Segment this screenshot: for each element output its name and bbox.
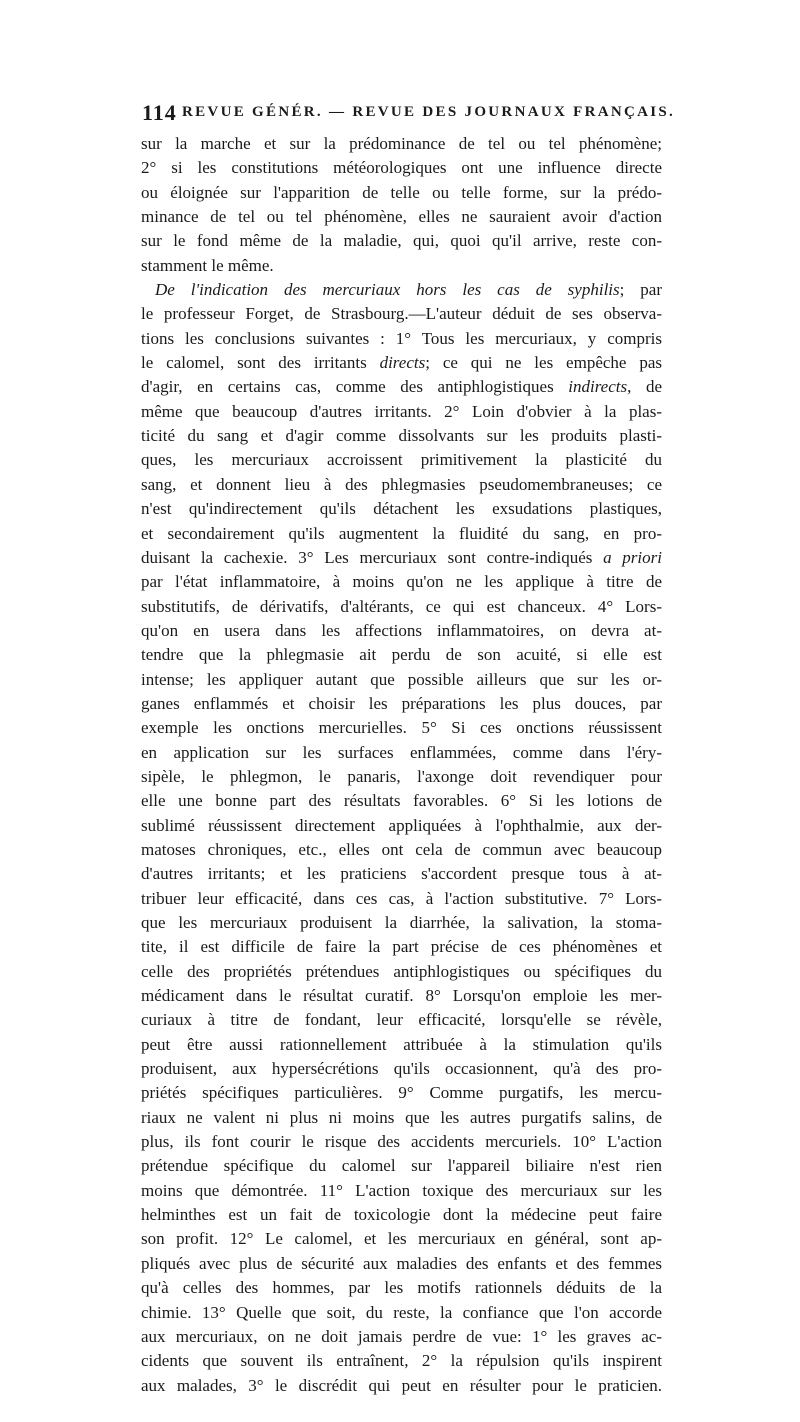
text-line: aux mercuriaux, on ne doit jamais perdre de vue: 1° les graves ac- (141, 1326, 662, 1346)
italic-term: a priori (603, 547, 662, 567)
italic-term: directs (379, 353, 426, 373)
text-line: sublimé réussissent directement appliquées à l'ophthalmie, aux der- (141, 815, 662, 835)
text-line: sur la marche et sur la prédominance de tel ou tel phénomène; (141, 134, 662, 153)
page-number: 114 (142, 100, 177, 125)
text-line: tite, il est difficile de faire la part précise de ces phénomènes et (141, 937, 662, 957)
text-line: elle une bonne part des résultats favorables. 6° Si les lotions de (141, 791, 662, 811)
running-title: REVUE GÉNÉR. — REVUE DES JOURNAUX FRANÇAIS. (182, 104, 676, 120)
text-line: 2° si les constitutions météorologiques ont une influence directe (141, 158, 662, 178)
text-line: d'autres irritants; et les praticiens s'accordent presque tous à at- (141, 864, 662, 884)
text-line: ganes enflammés et choisir les préparations les plus douces, par (141, 693, 662, 713)
text-line: plus, ils font courir le risque des accidents mercuriels. 10° L'action (141, 1132, 662, 1152)
text-line: exemple les onctions mercurielles. 5° Si ces onctions réussissent (141, 718, 662, 738)
text-line: n'est qu'indirectement qu'ils détachent les exsudations plastiques, (141, 499, 662, 519)
text-line: aux malades, 3° le discrédit qui peut en résulter pour le praticien. (141, 1375, 662, 1395)
text-line: par l'état inflammatoire, à moins qu'on ne les applique à titre de (141, 572, 662, 592)
text-line (141, 351, 662, 375)
text-line: peut être aussi rationnellement attribuée à la stimulation qu'ils (141, 1034, 662, 1054)
article-heading-line (141, 278, 662, 302)
text-line: pliqués avec plus de sécurité aux maladies des enfants et des femmes (141, 1253, 662, 1273)
text-line: helminthes est un fait de toxicologie dont la médecine peut faire (141, 1205, 662, 1225)
text-fragment: ; par (619, 280, 662, 300)
text-line: intense; les appliquer autant que possible ailleurs que sur les or- (141, 669, 662, 689)
text-line: riaux ne valent ni plus ni moins que les autres purgatifs salins, de (141, 1107, 662, 1127)
text-line: ques, les mercuriaux accroissent primitivement la plasticité du (141, 450, 662, 470)
text-line: chimie. 13° Quelle que soit, du reste, la confiance que l'on accorde (141, 1302, 662, 1322)
text-line: minance de tel ou tel phénomène, elles ne sauraient avoir d'action (141, 207, 662, 227)
italic-term: indirects (568, 377, 628, 397)
text-line: qu'à celles des hommes, par les motifs rationnels déduits de la (141, 1278, 662, 1298)
text-line (141, 375, 662, 399)
text-line: le professeur Forget, de Strasbourg.—L'auteur déduit de ses observa- (141, 304, 662, 324)
text-fragment: duisant la cachexie. 3° Les mercuriaux sont contre-indiqués (141, 547, 604, 567)
page-header (142, 100, 676, 130)
text-line: stamment le même. (141, 255, 274, 275)
text-line: cidents que souvent ils entraînent, 2° la répulsion qu'ils inspirent (141, 1351, 662, 1371)
text-line: sur le fond même de la maladie, qui, quoi qu'il arrive, reste con- (141, 231, 662, 251)
text-fragment: le calomel, sont des irritants (141, 353, 380, 373)
text-line: médicament dans le résultat curatif. 8° Lorsqu'on emploie les mer- (141, 986, 662, 1006)
text-line: même que beaucoup d'autres irritants. 2° Loin d'obvier à la plas- (141, 401, 662, 421)
article-title: De l'indication des mercuriaux hors les cas de syphilis (155, 280, 620, 300)
text-line: matoses chroniques, etc., elles ont cela de commun avec beaucoup (141, 839, 662, 859)
text-line: substitutifs, de dérivatifs, d'altérants, ce qui est chanceux. 4° Lors- (141, 596, 662, 616)
text-fragment: d'agir, en certains cas, comme des antiphlogistiques (141, 377, 569, 397)
text-line (141, 546, 662, 570)
text-fragment: ; ce qui ne les empêche pas (425, 353, 662, 373)
text-line: ticité du sang et d'agir comme dissolvants sur les produits plasti- (141, 426, 662, 446)
text-line: et secondairement qu'ils augmentent la fluidité du sang, en pro- (141, 523, 662, 543)
text-line: sipèle, le phlegmon, le panaris, l'axonge doit revendiquer pour (141, 766, 662, 786)
text-line: tribuer leur efficacité, dans ces cas, à l'action substitutive. 7° Lors- (141, 888, 662, 908)
text-line: sang, et donnent lieu à des phlegmasies pseudomembraneuses; ce (141, 474, 662, 494)
text-fragment: , de (627, 377, 662, 397)
text-line: moins que démontrée. 11° L'action toxique des mercuriaux sur les (141, 1180, 662, 1200)
text-line: en application sur les surfaces enflammées, comme dans l'éry- (141, 742, 662, 762)
text-line: produisent, aux hypersécrétions qu'ils occasionnent, qu'à des pro- (141, 1059, 662, 1079)
text-line: qu'on en usera dans les affections inflammatoires, on devra at- (141, 620, 662, 640)
text-line (141, 1398, 662, 1422)
text-line: ou éloignée sur l'apparition de telle ou telle forme, sur la prédo- (141, 182, 662, 202)
text-line: prétendue spécifique du calomel sur l'appareil biliaire n'est rien (141, 1156, 662, 1176)
text-line: son profit. 12° Le calomel, et les mercuriaux en général, sont ap- (141, 1229, 662, 1249)
article-text (141, 132, 662, 1422)
text-line: celle des propriétés prétendues antiphlogistiques ou spécifiques du (141, 961, 662, 981)
text-line: priétés spécifiques particulières. 9° Comme purgatifs, les mercu- (141, 1083, 662, 1103)
text-line: que les mercuriaux produisent la diarrhée, la salivation, la stoma- (141, 913, 662, 932)
text-line: tendre que la phlegmasie ait perdu de son acuité, si elle est (141, 645, 662, 665)
text-line: curiaux à titre de fondant, leur efficacité, lorsqu'elle se révèle, (141, 1010, 662, 1030)
text-line: tions les conclusions suivantes : 1° Tous les mercuriaux, y compris (141, 328, 662, 348)
